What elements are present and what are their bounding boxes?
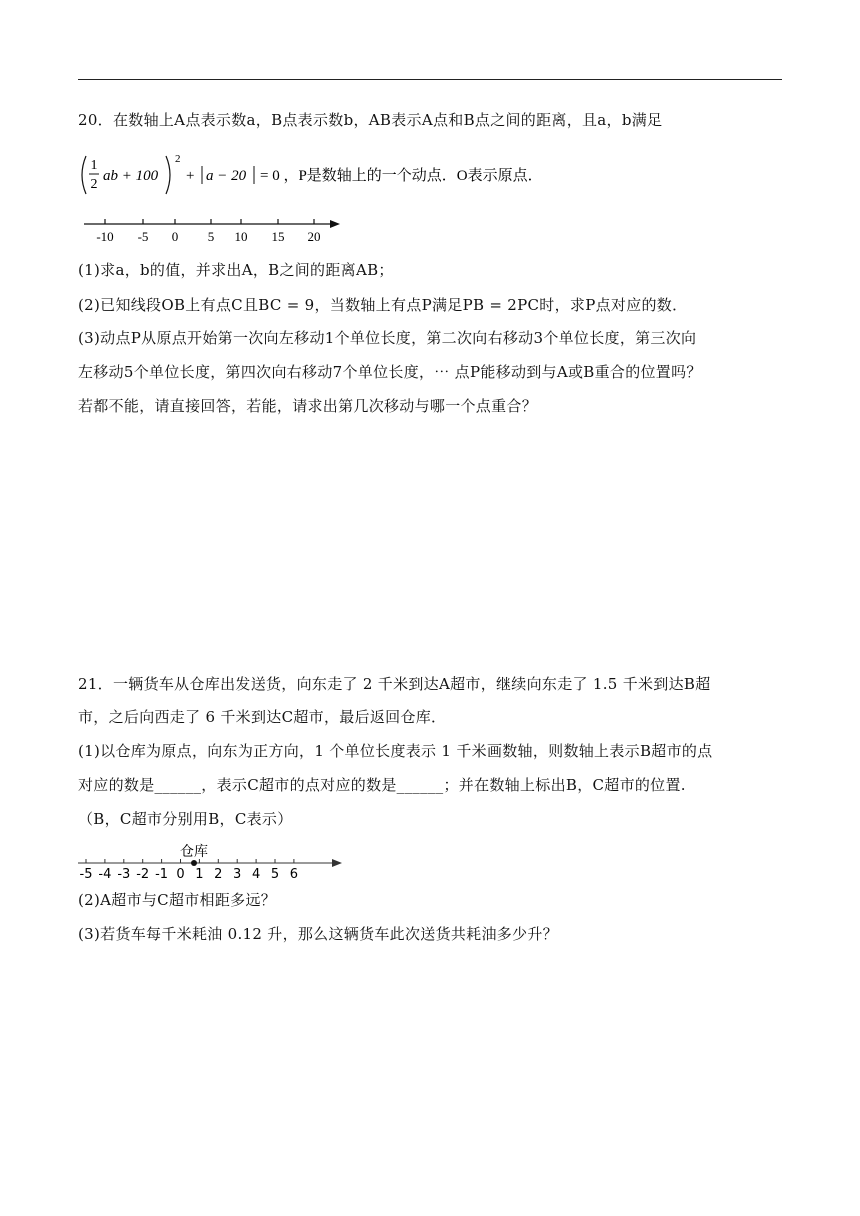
q21-tick-label: -2	[136, 867, 150, 882]
q20-formula	[78, 152, 543, 198]
q21-tick-label: 6	[289, 867, 299, 882]
frac-denominator: 2	[90, 177, 98, 192]
q21-tick-label: -3	[117, 867, 131, 882]
q21-part1-line1: (1)以仓库为原点，向东为正方向，1 个单位长度表示 1 千米画数轴，则数轴上表示B超市的点	[78, 742, 713, 760]
formula-tail: = 0 ，P是数轴上的一个动点．O表示原点．	[260, 168, 543, 184]
formula-abs: a − 20	[206, 168, 247, 184]
q21-tick-label: -4	[98, 867, 112, 882]
q20-part3-line1: (3)动点P从原点开始第一次向左移动1个单位长度，第二次向右移动3个单位长度，第三次向	[78, 329, 697, 347]
q21-stem-line2: 市，之后向西走了 6 千米到达C超市，最后返回仓库．	[78, 708, 447, 726]
q20-number-line	[78, 210, 348, 246]
q20-part3-line3: 若都不能，请直接回答，若能，请求出第几次移动与哪一个点重合？	[78, 397, 538, 415]
q20-tick-label: -10	[96, 229, 114, 244]
formula-exponent: 2	[175, 153, 181, 165]
q21-part3: (3)若货车每千米耗油 0.12 升，那么这辆货车此次送货共耗油多少升？	[78, 925, 558, 943]
header-rule	[78, 79, 782, 80]
q20-tick-label: 20	[307, 229, 321, 244]
q20-part1: (1)求a，b的值，并求出A，B之间的距离AB；	[78, 261, 394, 279]
q20-stem: 20．在数轴上A点表示数a，B点表示数b，AB表示A点和B点之间的距离，且a，b满足	[78, 111, 663, 129]
q21-tick-label: 3	[233, 867, 242, 882]
q21-tick-label: 4	[251, 867, 261, 882]
q20-part3-line2: 左移动5个单位长度，第四次向右移动7个单位长度，⋯ 点P能移动到与A或B重合的位置吗？	[78, 363, 702, 381]
q21-tick-label: 0	[176, 867, 185, 882]
warehouse-label: 仓库	[180, 844, 208, 860]
q21-tick-label: 2	[214, 867, 223, 882]
q21-stem-line1: 21．一辆货车从仓库出发送货，向东走了 2 千米到达A超市，继续向东走了 1.5 千米到达B超	[78, 675, 711, 693]
q20-tick-label: -5	[137, 229, 149, 244]
q20-tick-label: 10	[234, 229, 248, 244]
q20-tick-label: 15	[271, 229, 285, 244]
q21-number-line	[76, 838, 348, 882]
q20-part2: (2)已知线段OB上有点C且BC = 9，当数轴上有点P满足PB = 2PC时，求P点对应的数．	[78, 296, 688, 314]
origin-dot	[191, 860, 197, 866]
q20-tick-label: 5	[207, 229, 215, 244]
q21-tick-label: -5	[79, 867, 93, 882]
q21-tick-label: 1	[195, 867, 204, 882]
q21-part1-line3: （B，C超市分别用B，C表示）	[78, 810, 293, 828]
frac-numerator: 1	[90, 158, 98, 173]
q21-part2: (2)A超市与C超市相距多远？	[78, 891, 277, 909]
q21-tick-label: 5	[270, 867, 280, 882]
formula-inner: ab + 100	[103, 168, 159, 184]
q21-tick-label: -1	[155, 867, 169, 882]
q21-part1-line2: 对应的数是______，表示C超市的点对应的数是______；并在数轴上标出B，C超市的位置.	[78, 776, 686, 794]
svg-text:+: +	[186, 168, 195, 184]
q20-tick-label: 0	[171, 229, 179, 244]
